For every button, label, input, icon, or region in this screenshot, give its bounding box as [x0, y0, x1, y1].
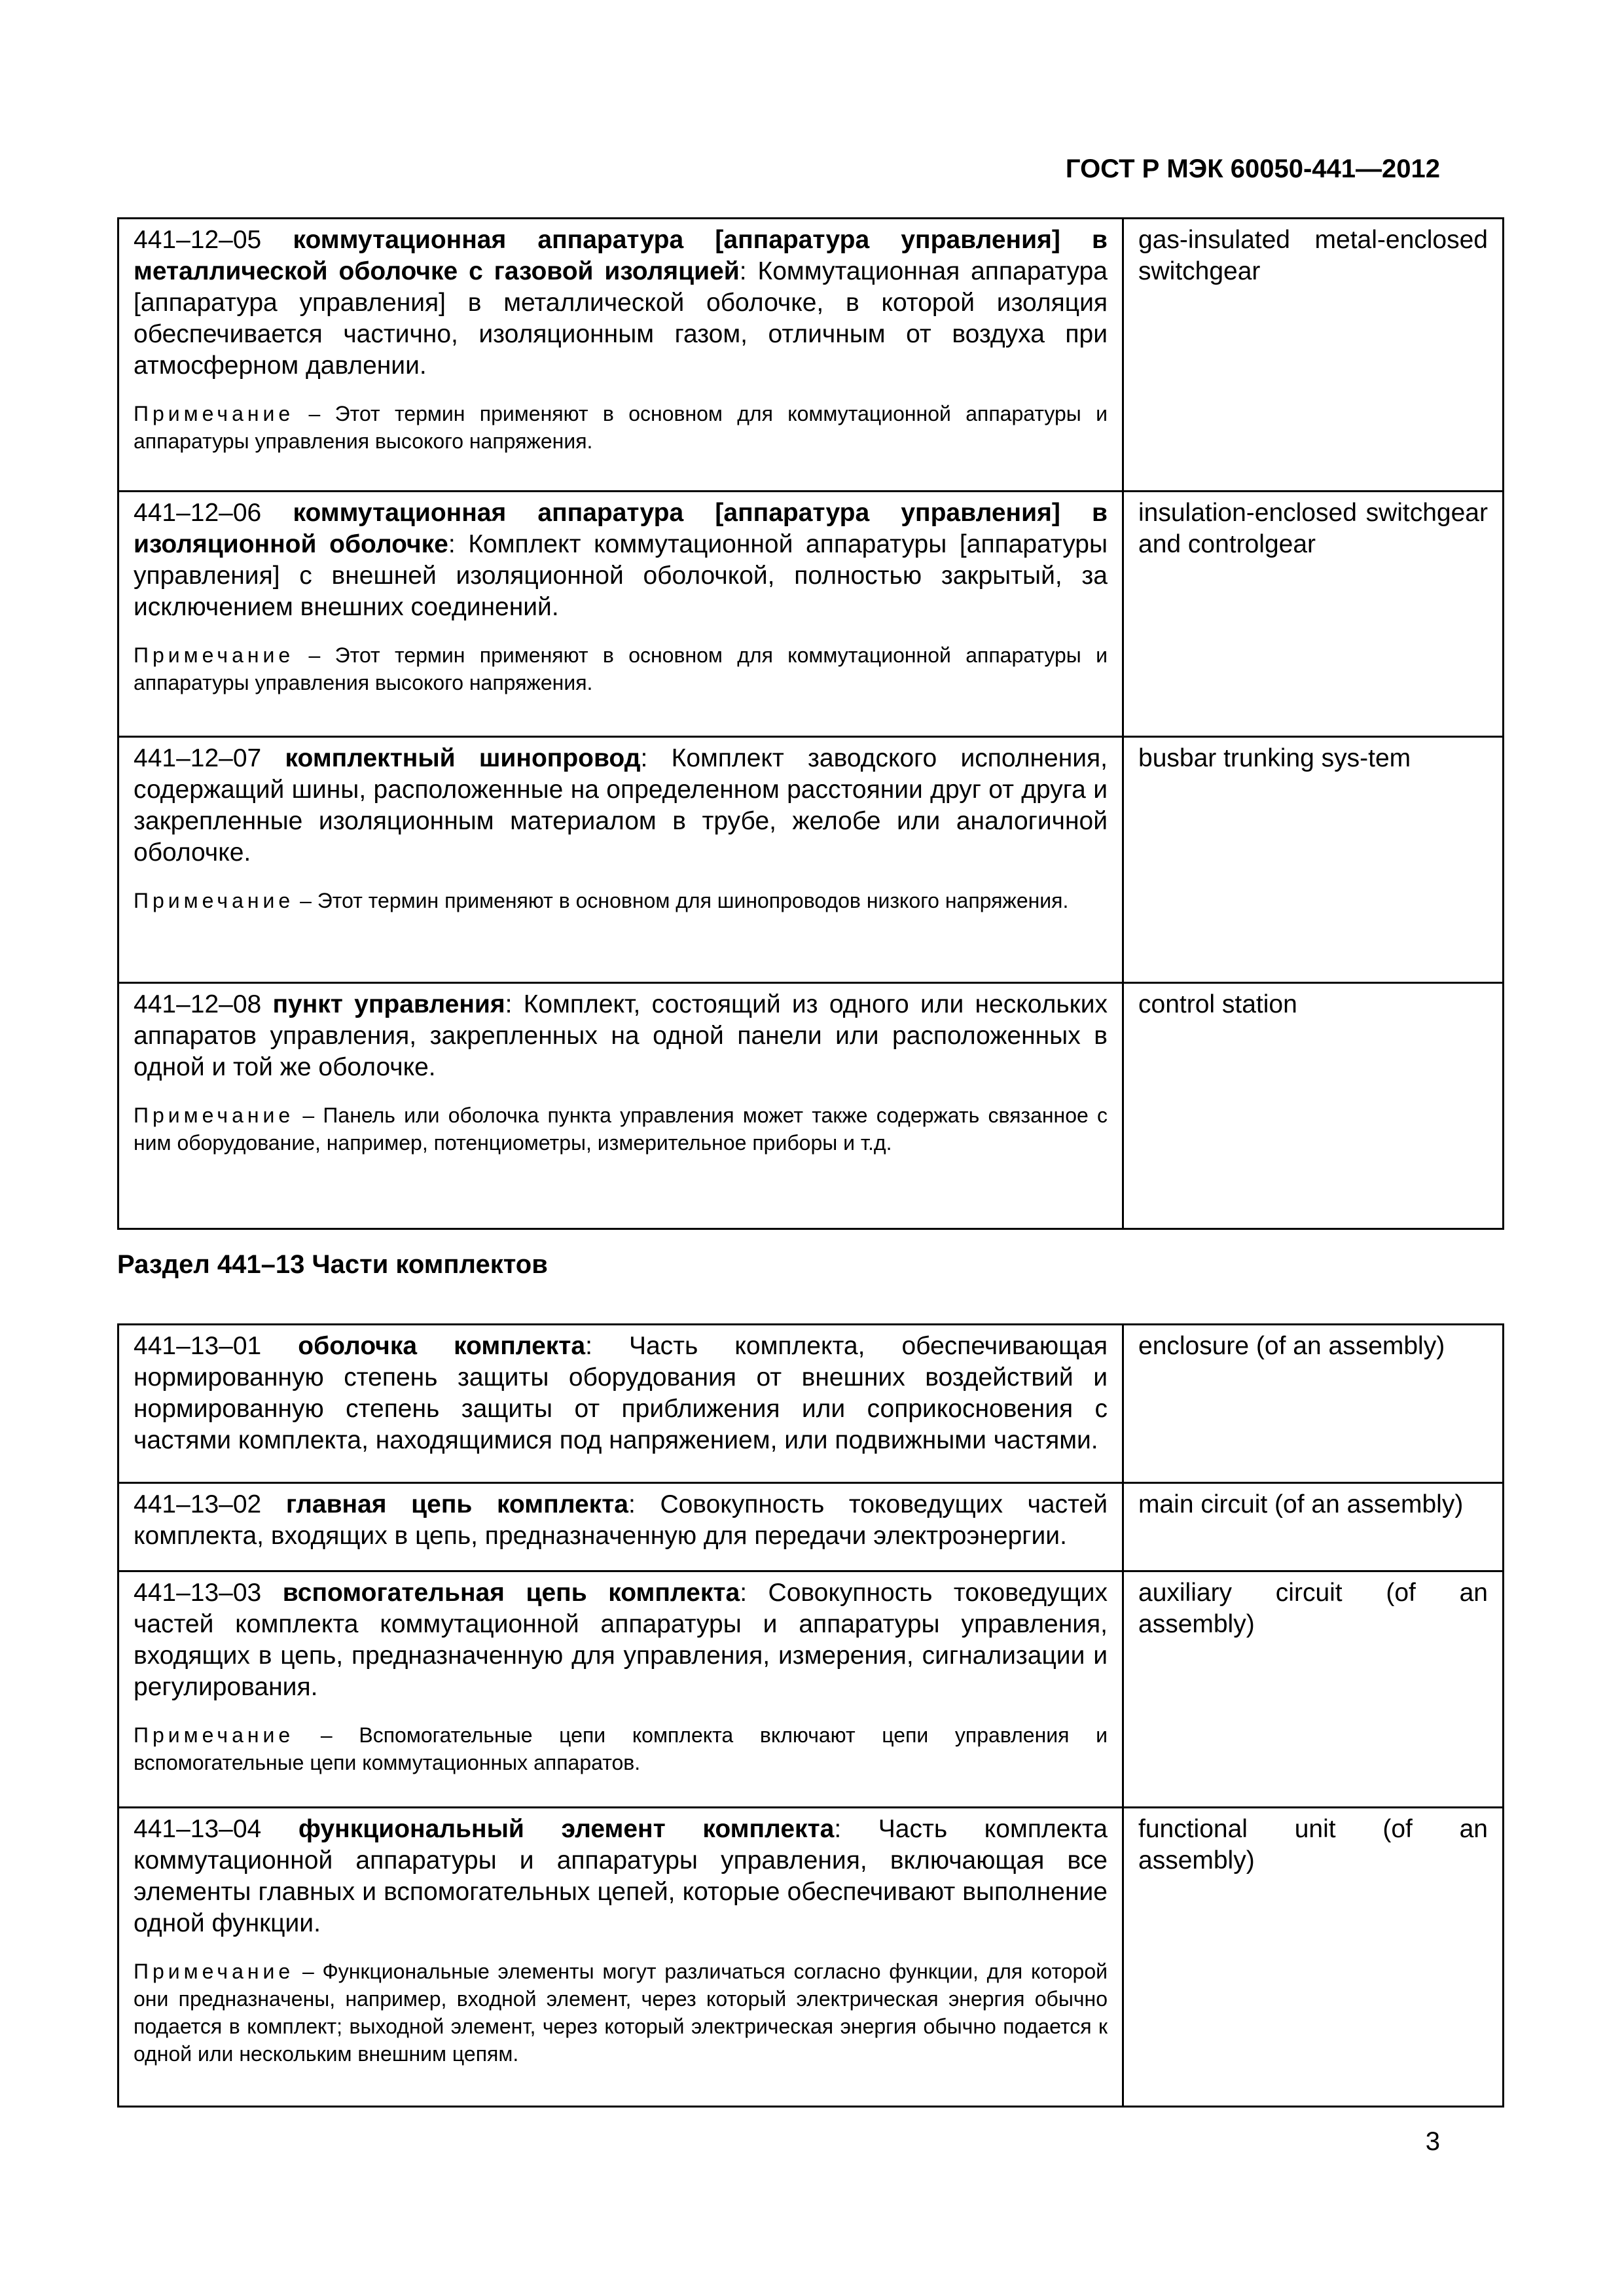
note-text: – Панель или оболочка пункта управления может также содержать связанное с ним оборудование, например, потенциометры, измерительное приборы и т.д. [134, 1103, 1108, 1155]
note-text: – Этот термин применяют в основном для коммутационной аппаратуры и аппаратуры управления высокого напряжения. [134, 643, 1108, 694]
english-term-cell [1123, 1808, 1504, 2107]
term-definition [134, 224, 1108, 382]
term-cell [118, 219, 1123, 492]
term-definition [134, 1489, 1108, 1552]
note-label: Примечание [134, 889, 295, 912]
table-row [118, 983, 1504, 1229]
english-term: functional unit (of an assembly) [1138, 1815, 1488, 1874]
term-cell [118, 1483, 1123, 1571]
term-cell [118, 737, 1123, 983]
english-term-cell [1123, 1483, 1504, 1571]
section-title: Раздел 441–13 Части комплектов [117, 1250, 548, 1279]
term-cell [118, 1571, 1123, 1808]
page-number: 3 [1425, 2127, 1440, 2156]
term-code: 441–13–03 [134, 1579, 262, 1607]
term-cell [118, 1808, 1123, 2107]
term-definition-text: : Часть комплекта, обеспечивающая нормированную степень защиты оборудования от внешних воздействий и нормированную степень защиты от приближения или соприкосновения с частями комплекта, находящимися под напряжением, или подвижными частями. [134, 1332, 1108, 1454]
term-code: 441–12–07 [134, 744, 262, 772]
english-term-cell [1123, 737, 1504, 983]
english-term-cell [1123, 1325, 1504, 1483]
term-definition-text: : Коммутационная аппаратура [аппаратура управления] в металлической оболочке, в которой изоляция обеспечивается частично, изоляционным газом, отличным от воздуха при атмосферном давлении. [134, 257, 1108, 380]
term-code: 441–12–06 [134, 499, 262, 527]
note-label: Примечание [134, 643, 295, 667]
term-name: вспомогательная цепь комплекта [282, 1579, 740, 1607]
term-definition-text: : Комплект заводского исполнения, содержащий шины, расположенные на определенном расстоянии друг от друга и закрепленные изоляционным материалом в трубе, желобе или аналогичной оболочке. [134, 744, 1108, 867]
term-definition [134, 989, 1108, 1083]
term-name: функциональный элемент комплекта [298, 1815, 835, 1843]
term-code: 441–13–01 [134, 1332, 262, 1360]
term-cell [118, 983, 1123, 1229]
table-row [118, 1808, 1504, 2107]
english-term-cell [1123, 219, 1504, 492]
term-note [134, 641, 1108, 696]
term-name: главная цепь комплекта [285, 1490, 628, 1518]
english-term-cell [1123, 983, 1504, 1229]
table-row [118, 1325, 1504, 1483]
term-note [134, 887, 1108, 914]
english-term: busbar trunking sys-tem [1138, 744, 1411, 772]
english-term: enclosure (of an assembly) [1138, 1332, 1445, 1360]
term-name: пункт управления [272, 990, 505, 1018]
table-row [118, 1571, 1504, 1808]
terms-table-section-13 [117, 1323, 1504, 2108]
table-row [118, 219, 1504, 492]
term-note [134, 400, 1108, 455]
table-row [118, 1483, 1504, 1571]
term-note [134, 1958, 1108, 2068]
note-text: – Вспомогательные цепи комплекта включают цепи управления и вспомогательные цепи коммутационных аппаратов. [134, 1723, 1108, 1774]
note-label: Примечание [134, 1723, 295, 1747]
english-term: auxiliary circuit (of an assembly) [1138, 1579, 1488, 1638]
term-definition [134, 1331, 1108, 1456]
note-label: Примечание [134, 1103, 295, 1127]
note-label: Примечание [134, 402, 295, 425]
english-term-cell [1123, 1571, 1504, 1808]
table-row [118, 492, 1504, 737]
note-label: Примечание [134, 1960, 295, 1983]
term-note [134, 1721, 1108, 1776]
term-definition-text: : Совокупность токоведущих частей комплекта коммутационной аппаратуры и аппаратуры управления, входящих в цепь, предназначенную для управления, измерения, сигнализации и регулирования. [134, 1579, 1108, 1701]
term-note [134, 1102, 1108, 1157]
english-term-cell [1123, 492, 1504, 737]
english-term: gas-insulated metal-enclosed switchgear [1138, 226, 1488, 285]
table-row [118, 737, 1504, 983]
note-text: – Функциональные элементы могут различаться согласно функции, для которой они предназначены, например, входной элемент, через который электрическая энергия обычно подается в комплект; выходной элемент, через который электрическая энергия обычно подается к одной или нескольким внешним цепям. [134, 1960, 1108, 2066]
note-text: – Этот термин применяют в основном для коммутационной аппаратуры и аппаратуры управления высокого напряжения. [134, 402, 1108, 453]
term-cell [118, 492, 1123, 737]
term-name: оболочка комплекта [298, 1332, 586, 1360]
term-definition-text: : Комплект, состоящий из одного или нескольких аппаратов управления, закрепленных на одной панели или расположенных в одной и той же оболочке. [134, 990, 1108, 1081]
term-cell [118, 1325, 1123, 1483]
term-code: 441–12–05 [134, 226, 262, 254]
term-definition [134, 1577, 1108, 1703]
term-name: коммутационная аппаратура [аппаратура управления] в изоляционной оболочке [134, 499, 1108, 558]
english-term: insulation-enclosed switchgear and controlgear [1138, 499, 1488, 558]
term-code: 441–13–04 [134, 1815, 262, 1843]
term-definition-text: : Часть комплекта коммутационной аппаратуры и аппаратуры управления, включающая все элементы главных и вспомогательных цепей, которые обеспечивают выполнение одной функции. [134, 1815, 1108, 1937]
term-definition-text: : Комплект коммутационной аппаратуры [аппаратуры управления] с внешней изоляционной оболочкой, полностью закрытый, за исключением внешних соединений. [134, 530, 1108, 621]
document-header: ГОСТ Р МЭК 60050-441—2012 [1065, 154, 1440, 183]
term-definition [134, 1814, 1108, 1939]
terms-table-section-12 [117, 217, 1504, 1230]
term-definition [134, 743, 1108, 869]
note-text: – Этот термин применяют в основном для шинопроводов низкого напряжения. [294, 889, 1069, 912]
term-name: комплектный шинопровод [285, 744, 641, 772]
term-definition [134, 497, 1108, 623]
term-code: 441–12–08 [134, 990, 262, 1018]
term-code: 441–13–02 [134, 1490, 262, 1518]
english-term: control station [1138, 990, 1297, 1018]
term-name: коммутационная аппаратура [аппаратура управления] в металлической оболочке с газовой изоляцией [134, 226, 1108, 285]
english-term: main circuit (of an assembly) [1138, 1490, 1464, 1518]
term-definition-text: : Совокупность токоведущих частей комплекта, входящих в цепь, предназначенную для передачи электроэнергии. [134, 1490, 1108, 1550]
